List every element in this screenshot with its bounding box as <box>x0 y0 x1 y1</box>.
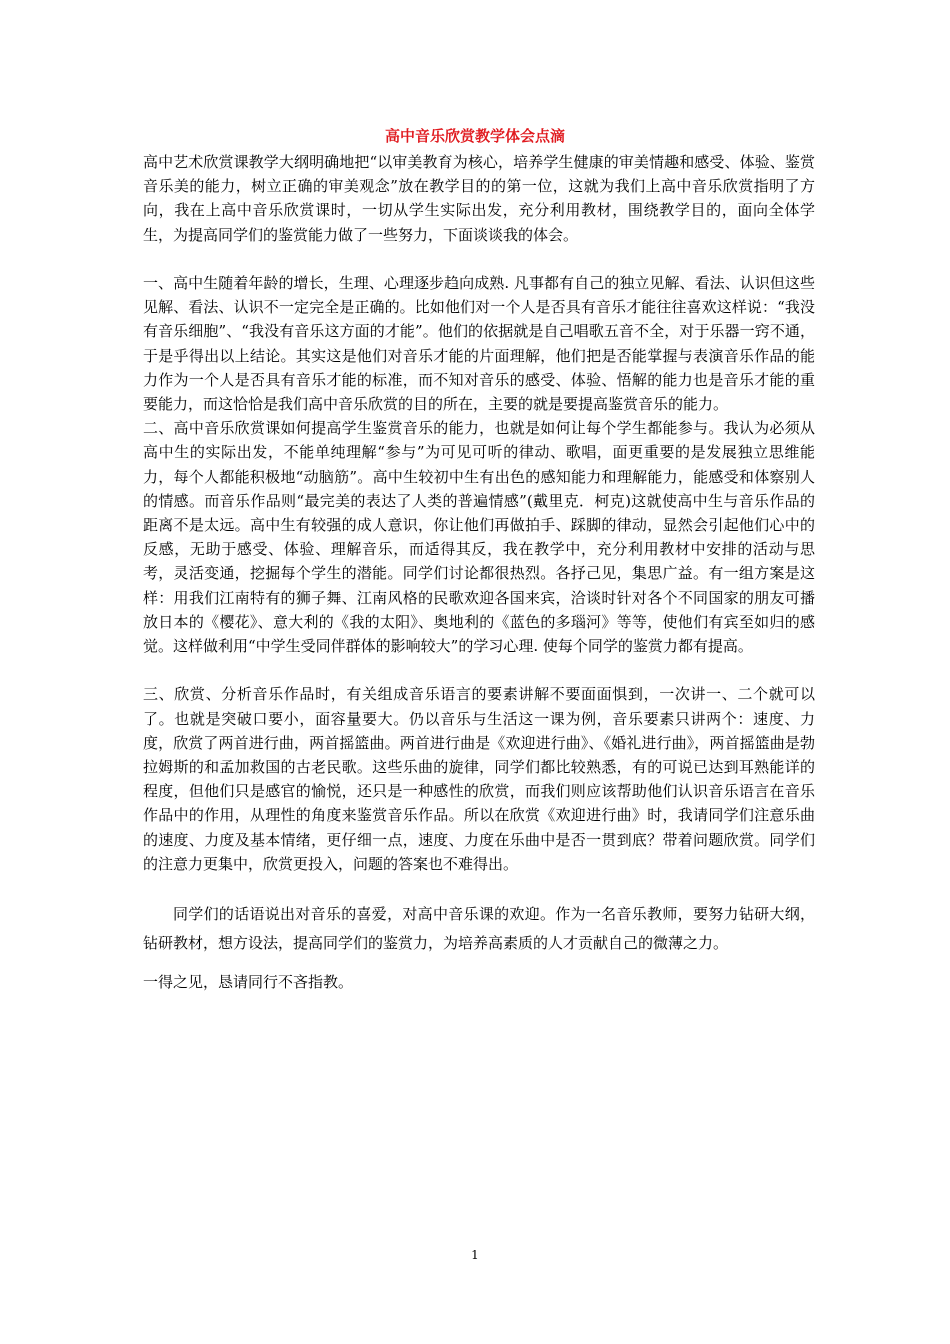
paragraph-spacer <box>143 658 815 682</box>
page-number: 1 <box>471 1248 479 1262</box>
section-two-paragraph: 二、高中音乐欣赏课如何提高学生鉴赏音乐的能力，也就是如何让每个学生都能参与。我认为必须从高中生的实际出发，不能单纯理解“参与”为可见可听的律动、歌唱，面更重要的是发展独立思维能力，每个人都能积极地“动脑筋”。高中生较初中生有出色的感知能力和理解能力，能感受和体察别人的情感。而音乐作品则“最完美的表达了人类的普遍情感”(戴里克．柯克)这就使高中生与音乐作品的距离不是太远。高中生有较强的成人意识，你让他们再做拍手、踩脚的律动，显然会引起他们心中的反感，无助于感受、体验、理解音乐，而适得其反，我在教学中，充分利用教材中安排的活动与思考，灵活变通，挖掘每个学生的潜能。同学们讨论都很热烈。各抒己见，集思广益。有一组方案是这样：用我们江南特有的狮子舞、江南风格的民歌欢迎各国来宾，洽谈时针对各个不同国家的朋友可播放日本的《樱花》、意大利的《我的太阳》、奥地利的《蓝色的多瑙河》等等，使他们有宾至如归的感觉。这样做利用“中学生受同伴群体的影响较大”的学习心理. 使每个同学的鉴赏力都有提高。 <box>143 419 815 656</box>
section-one-paragraph: 一、高中生随着年龄的增长，生理、心理逐步趋向成熟. 凡事都有自己的独立见解、看法、认识但这些见解、看法、认识不一定完全是正确的。比如他们对一个人是否具有音乐才能往往喜欢这样说：“我没有音乐细胞”、“我没有音乐这方面的才能”。他们的依据就是自己唱歌五音不全，对于乐器一窍不通，于是乎得出以上结论。其实这是他们对音乐才能的片面理解，他们把是否能掌握与表演音乐作品的能力作为一个人是否具有音乐才能的标准，而不知对音乐的感受、体验、悟解的能力也是音乐才能的重要能力，而这恰恰是我们高中音乐欣赏的目的所在，主要的就是要提高鉴赏音乐的能力。 <box>143 274 815 414</box>
section-three-paragraph: 三、欣赏、分析音乐作品时，有关组成音乐语言的要素讲解不要面面惧到，一次讲一、二个就可以了。也就是突破口要小，面容量要大。仍以音乐与生活这一课为例，音乐要素只讲两个：速度、力度，欣赏了两首进行曲，两首摇篮曲。两首进行曲是《欢迎进行曲》、《婚礼进行曲》，两首摇篮曲是勃拉姆斯的和孟加救国的古老民歌。这些乐曲的旋律，同学们都比较熟悉，有的可说已达到耳熟能详的程度，但他们只是感官的愉悦，还只是一种感性的欣赏，而我们则应该帮助他们认识音乐语言在音乐作品中的作用，从理性的角度来鉴赏音乐作品。所以在欣赏《欢迎进行曲》时，我请同学们注意乐曲的速度、力度及基本情绪，更仔细一点，速度、力度在乐曲中是否一贯到底？带着问题欣赏。同学们的注意力更集中，欣赏更投入，问题的答案也不难得出。 <box>143 685 815 873</box>
document-title: 高中音乐欣赏教学体会点滴 <box>384 127 565 145</box>
paragraph-spacer <box>143 958 815 970</box>
conclusion-paragraph: 同学们的话语说出对音乐的喜爱，对高中音乐课的欢迎。作为一名音乐教师，要努力钻研大纲，钻研教材，想方设法，提高同学们的鉴赏力，为培养高素质的人才贡献自己的微薄之力。 <box>143 905 815 953</box>
intro-paragraph: 高中艺术欣赏课教学大纲明确地把“以审美教育为核心，培养学生健康的审美情趣和感受、体验、鉴赏音乐美的能力，树立正确的审美观念”放在教学目的的第一位，这就为我们上高中音乐欣赏指明了方向，我在上高中音乐欣赏课时，一切从学生实际出发，充分利用教材，围绕教学目的，面向全体学生，为提高同学们的鉴赏能力做了一些努力，下面谈谈我的体会。 <box>143 153 815 244</box>
paragraph-spacer <box>143 247 815 271</box>
paragraph-spacer <box>143 876 815 900</box>
document-body <box>143 150 815 994</box>
closing-line: 一得之见，恳请同行不吝指教。 <box>143 973 354 992</box>
